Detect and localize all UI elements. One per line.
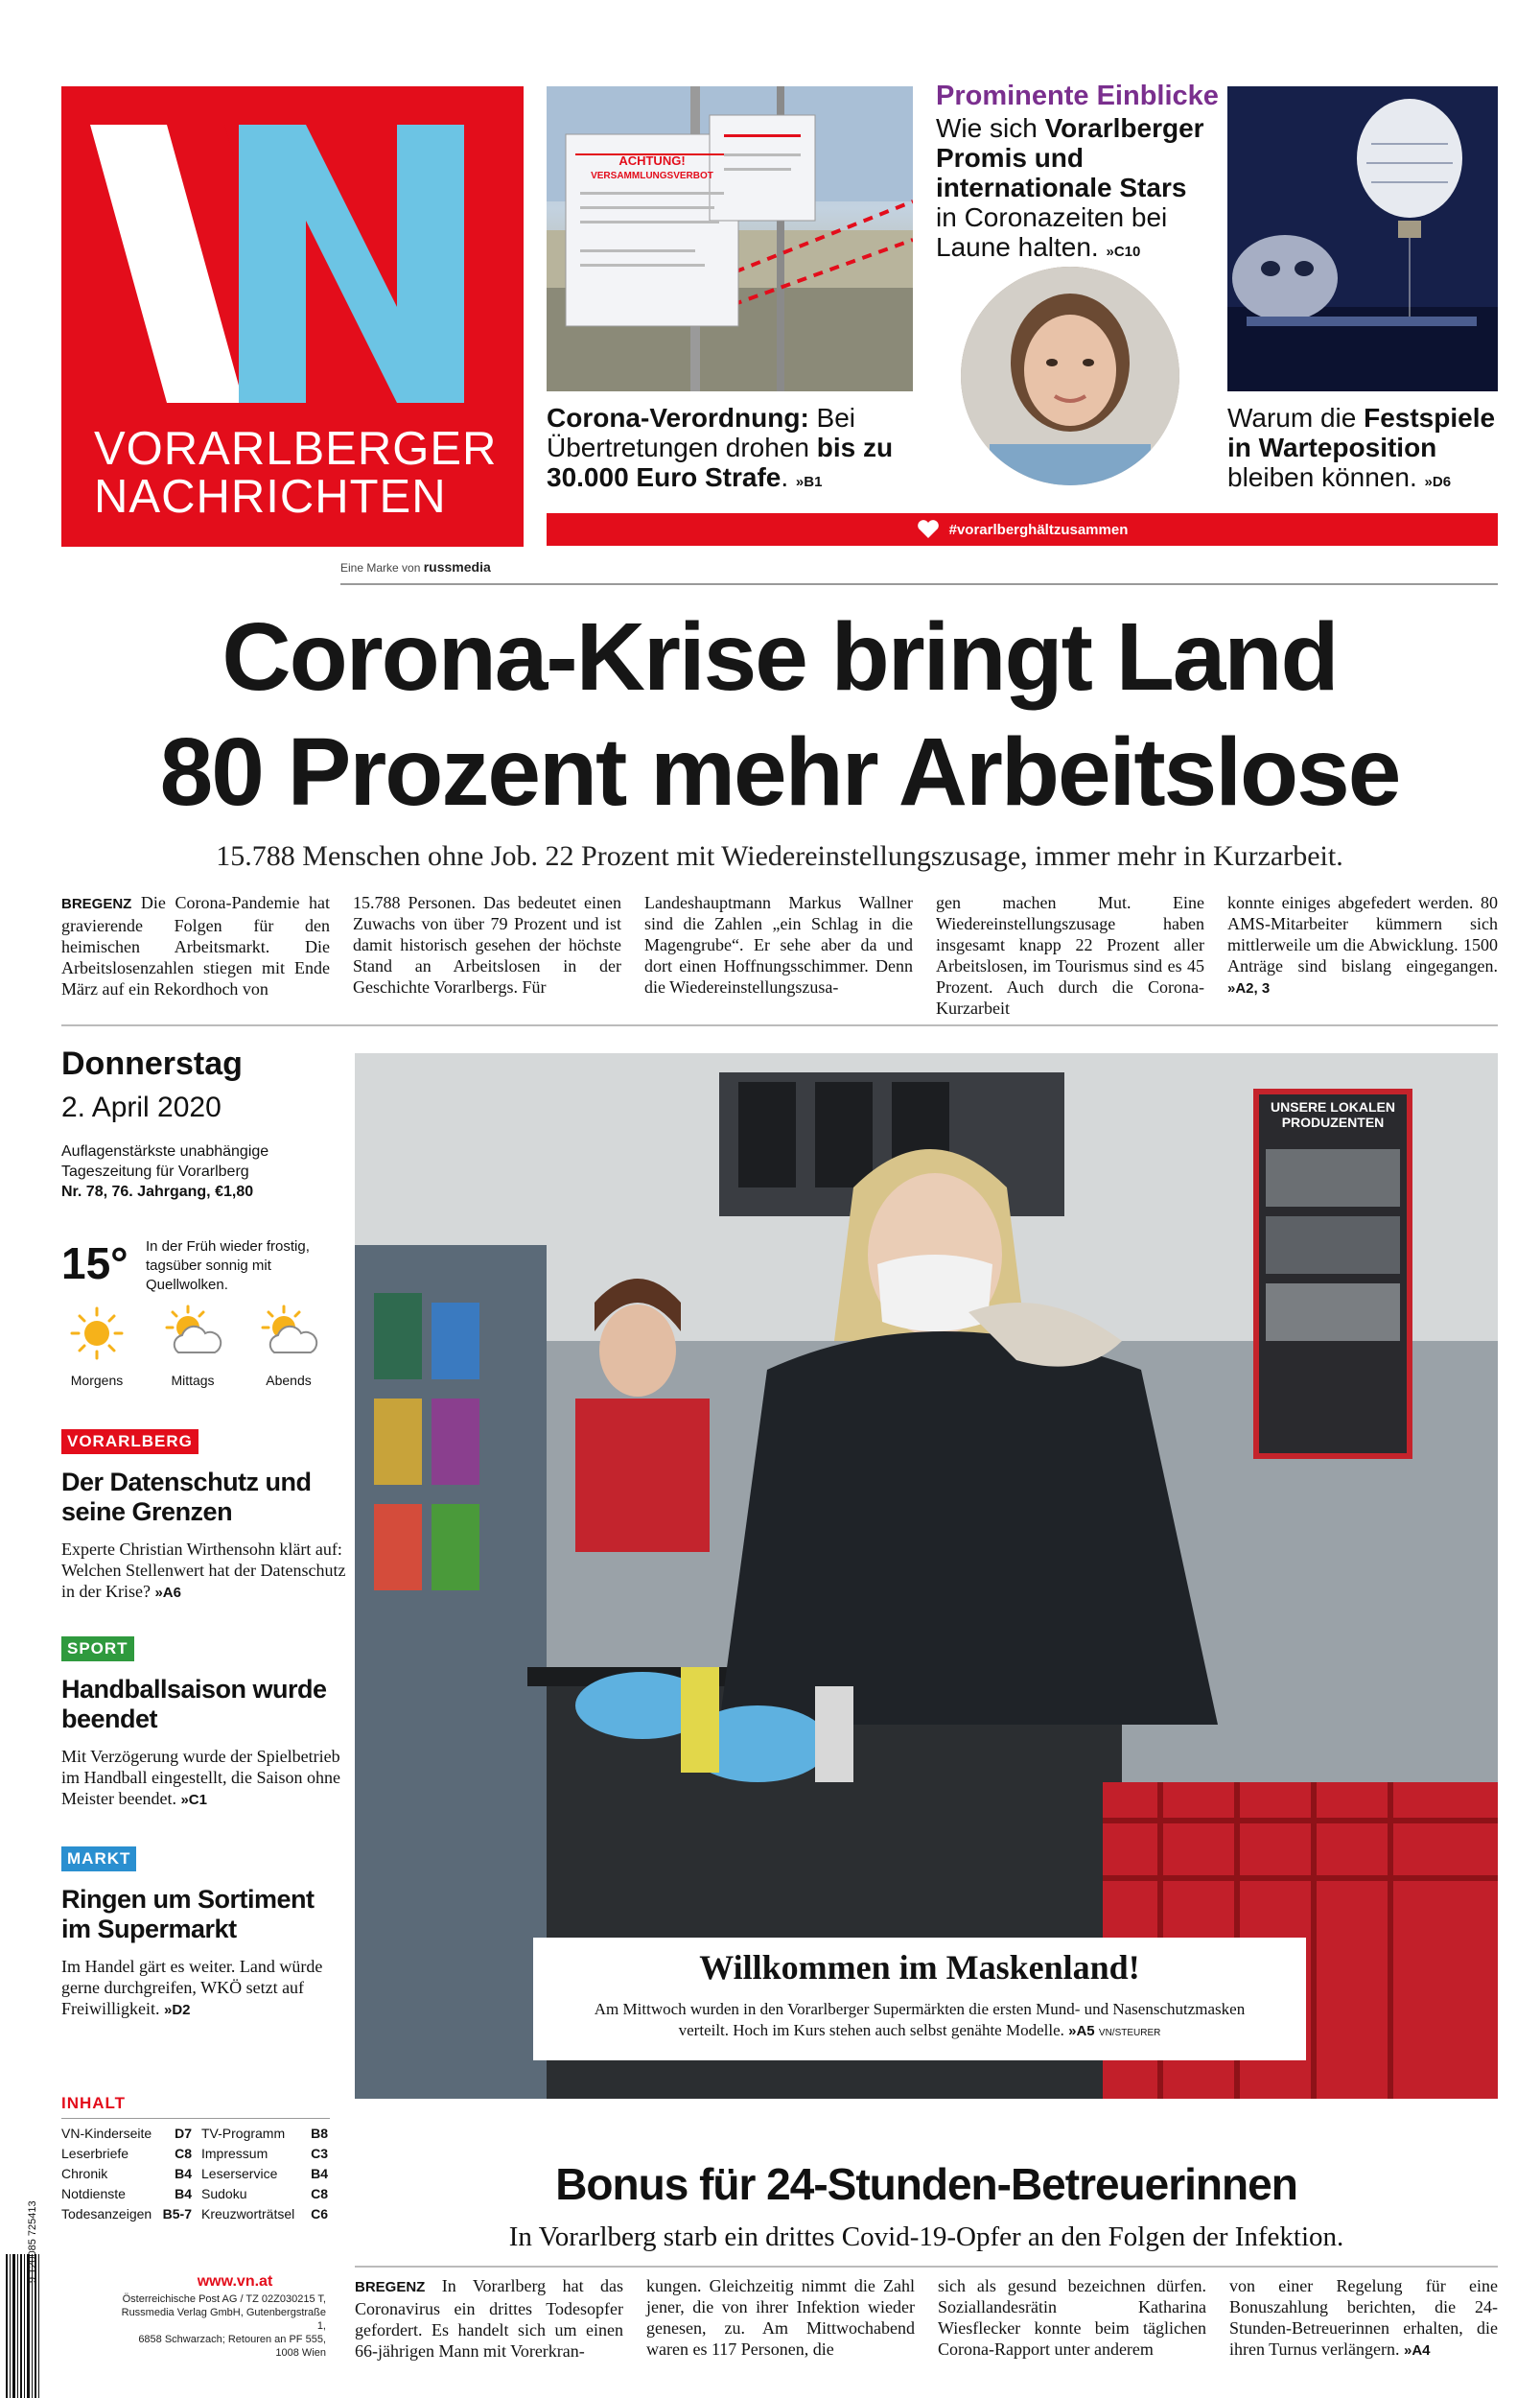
index-item-name: Notdienste [61,2186,126,2201]
weather-description: In der Früh wieder frostig, tagsüber sonnig mit Quellwolken. [146,1238,310,1293]
teaser-photo-festival[interactable] [1227,86,1498,391]
forecast-label: Mittags [171,1373,215,1388]
section-tag-markt[interactable]: MARKT [61,1846,136,1871]
page-reference[interactable]: »A5 [1068,2023,1095,2039]
teaser-kicker-celebrities: Prominente Einblicke [936,81,1219,111]
heart-icon [917,520,940,539]
teaser-bold-tail: bis zu 30.000 Euro Strafe [547,433,894,492]
edition-line-1: Auflagenstärkste unabhängige [61,1143,269,1160]
sign-subtitle: VERSAMMLUNGSVERBOT [591,171,713,181]
sun-cloud-icon [159,1305,226,1362]
index-title: INHALT [61,2094,127,2112]
logo-line-2: NACHRICHTEN [94,471,447,523]
issue-date: 2. April 2020 [61,1092,222,1123]
shop-sign-line-1: UNSERE LOKALEN [1271,1099,1395,1115]
page-reference[interactable]: »A2, 3 [1227,980,1271,997]
index-item-name: Impressum [201,2146,268,2161]
lead-headline[interactable] [61,600,1498,830]
caption-text [543,1999,1296,2044]
teaser-photo-assembly-ban[interactable] [547,86,913,391]
index-item-page: C6 [311,2206,328,2222]
side-text-handball [61,1746,349,1811]
side-text-body: Mit Verzögerung wurde der Spielbetrieb im Handball eingestellt, die Saison ohne Meister beendet. [61,1747,340,1808]
second-column-2: kungen. Gleichzeitig nimmt die Zahl jener, die von ihrer Infektion wieder genesen, zu. Am Mittwochabend waren es 117 Personen, die [646,2276,915,2359]
forecast-morning [54,1305,140,1388]
column-text: von einer Regelung für eine Bonuszahlung berichten, die 24-Stunden-Betreuerinnen erhalten, die ihren Turnus verlängern. [1229,2276,1498,2359]
index-item-page: C8 [311,2186,328,2201]
index-item-page: B8 [311,2126,328,2141]
index-item-page: C3 [311,2146,328,2161]
page-reference[interactable]: »D6 [1424,474,1452,490]
second-column-4 [1229,2275,1498,2362]
imprint-line-3: 6858 Schwarzach; Retouren an PF 555, 1008 Wien [138,2334,326,2359]
teaser-bold-a: Festspiele in Warteposition [1227,403,1496,462]
issue-weekday: Donnerstag [61,1046,243,1082]
headline-line-2: 80 Prozent mehr Arbeitslose [159,718,1400,826]
index-item-page: B5-7 [162,2206,192,2222]
barcode-icon [0,2254,50,2398]
forecast-label: Abends [266,1373,312,1388]
barcode-number: 9 120085 725413 [27,2200,38,2283]
photo-credit: VN/STEURER [1098,2028,1161,2038]
caption-title[interactable]: Willkommen im Maskenland! [699,1948,1140,1987]
dateline: BREGENZ [355,2279,426,2295]
teaser-bold-a: Vorarlberger Promis und internationale Stars [936,113,1204,202]
caption-line-2: verteilt. Hoch im Kurs stehen auch selbst genähte Modelle. [678,2021,1064,2039]
index-item-page: B4 [311,2166,328,2181]
index-item-name: Todesanzeigen [61,2206,152,2222]
imprint-text [115,2292,326,2360]
logo-line-1: VORARLBERGER [94,423,498,475]
second-column-1 [355,2275,623,2362]
forecast-noon [150,1305,236,1388]
brand-name: russmedia [423,559,491,575]
index-item[interactable] [61,2146,192,2161]
portrait-illustration [961,267,1179,485]
page-reference[interactable]: »B1 [795,474,823,490]
index-item-name: Leserservice [201,2166,278,2181]
index-item-name: TV-Programm [201,2126,286,2141]
imprint-line-2: Russmedia Verlag GmbH, Gutenbergstraße 1, [121,2307,326,2332]
side-text-supermarket [61,1956,349,2021]
festival-stage-image [1227,86,1498,391]
sign-title: ACHTUNG! [618,153,686,168]
hashtag-banner[interactable] [547,513,1498,546]
section-tag-vorarlberg[interactable]: VORARLBERG [61,1429,198,1454]
forecast-label: Morgens [70,1373,124,1388]
imprint-line-1: Österreichische Post AG / TZ 02Z030215 T, [122,2293,326,2305]
divider [340,583,1498,585]
side-text-body: Experte Christian Wirthensohn klärt auf: Welchen Stellenwert hat der Datenschutz in der Krise? [61,1540,346,1601]
brand-prefix: Eine Marke von [340,561,421,575]
sun-cloud-icon [255,1305,322,1362]
edition-line-2: Tageszeitung für Vorarlberg [61,1164,249,1180]
teaser-bold-lead: Corona-Verordnung: [547,403,809,433]
brand-line [340,559,491,575]
index-item[interactable] [201,2126,328,2141]
divider [61,2118,330,2119]
page-reference[interactable]: »D2 [164,2002,191,2018]
temperature: 15° [61,1238,128,1288]
shop-sign [1261,1099,1405,1130]
caption-line-2-wrap [543,2020,1296,2044]
page-reference[interactable]: »C1 [180,1792,207,1808]
lead-column-2: 15.788 Personen. Das bedeutet einen Zuwachs von über 79 Prozent und ist damit historisch gesehen der höchste Stand an Arbeitslosen in der Geschichte Vorarlbergs. Für [353,893,621,997]
second-headline[interactable]: Bonus für 24-Stunden-Betreuerinnen [555,2159,1297,2209]
section-tag-sport[interactable]: SPORT [61,1636,134,1661]
street-scene-image [547,86,913,391]
forecast-evening [245,1305,332,1388]
divider [355,2266,1498,2268]
teaser-text-b: bleiben können. [1227,462,1417,492]
website-link[interactable]: www.vn.at [197,2273,273,2290]
teaser-text-assembly-ban[interactable] [547,403,906,497]
teaser-text-a: Warum die [1227,403,1365,433]
lead-column-4: gen machen Mut. Eine Wiedereinstellungszusage haben insgesamt knapp 22 Prozent aller Arbeitslosen, im Tourismus sind es 45 Prozent. Auch durch die Corona-Kurzarbeit [936,893,1204,1018]
teaser-text-b: in Coronazeiten bei Laune halten. [936,202,1168,262]
index-item-page: C8 [175,2146,192,2161]
edition-info [61,1141,301,1202]
hashtag-text: #vorarlberghältzusammen [948,521,1129,538]
index-item[interactable] [61,2206,192,2222]
index-item-name: Leserbriefe [61,2146,129,2161]
side-headline-supermarket[interactable]: Ringen um Sortiment im Supermarkt [61,1885,315,1943]
lead-column-1 [61,892,330,999]
index-item[interactable] [201,2206,328,2222]
caption-line-1: Am Mittwoch wurden in den Vorarlberger Supermärkten die ersten Mund- und Nasenschutzmasken [594,2000,1246,2018]
dateline: BREGENZ [61,896,132,912]
edition-line-3: Nr. 78, 76. Jahrgang, €1,80 [61,1184,254,1200]
index-item[interactable] [61,2166,192,2181]
index-item-name: Chronik [61,2166,108,2181]
index-item-name: Kreuzworträtsel [201,2206,295,2222]
index-item[interactable] [61,2126,192,2141]
index-item-name: VN-Kinderseite [61,2126,152,2141]
index-item-page: B4 [175,2166,192,2181]
lead-subline: 15.788 Menschen ohne Job. 22 Prozent mit Wiedereinstellungszusage, immer mehr in Kurzarbeit. [216,840,1343,872]
index-item-page: B4 [175,2186,192,2201]
page-reference[interactable]: »A6 [154,1585,181,1601]
side-headline-data-protection[interactable]: Der Datenschutz und seine Grenzen [61,1468,312,1526]
divider [61,1024,1498,1026]
side-headline-handball[interactable]: Handballsaison wurde beendet [61,1675,327,1733]
column-text: konnte einiges abgefedert werden. 80 AMS-Mitarbeiter kümmern sich mittlerweile um die Abwicklung. 1500 Anträge sind bislang eingegangen. [1227,893,1498,976]
page-reference[interactable]: »C10 [1106,244,1141,260]
lead-column-3: Landeshauptmann Markus Wallner sind die Zahlen „ein Schlag in die Magengrube“. Er sehe aber da und dort einen Hoffnungsschimmer. Denn die Wiedereinstellungszusa- [644,893,913,997]
sun-icon [63,1305,130,1362]
index-item[interactable] [201,2186,328,2201]
barcode [0,2200,50,2398]
celebrity-portrait-image[interactable] [961,267,1179,485]
side-text-data-protection [61,1539,349,1604]
column-text: Die Corona-Pandemie hat gravierende Folgen für den heimischen Arbeitsmarkt. Die Arbeitslosenzahlen stiegen mit Ende März auf ein Rekordhoch von [61,893,330,999]
index-item-page: D7 [175,2126,192,2141]
index-item[interactable] [201,2146,328,2161]
second-subline: In Vorarlberg starb ein drittes Covid-19-Opfer an den Folgen der Infektion. [508,2222,1344,2252]
teaser-text-end: . [781,462,789,492]
teaser-text-mid: Bei Übertretungen drohen [547,403,856,462]
page-reference[interactable]: »A4 [1403,2342,1431,2359]
shop-sign-line-2: PRODUZENTEN [1281,1115,1385,1130]
teaser-text-festival[interactable] [1227,403,1498,497]
side-text-body: Im Handel gärt es weiter. Land würde gerne durchgreifen, WKÖ setzt auf Freiwilligkeit. [61,1957,323,2018]
vn-logo[interactable] [61,86,524,547]
index-item[interactable] [61,2186,192,2201]
index-item-name: Sudoku [201,2186,247,2201]
teaser-text-celebrities[interactable] [936,113,1214,267]
index-item[interactable] [201,2166,328,2181]
column-text: In Vorarlberg hat das Coronavirus ein drittes Todesopfer gefordert. Es handelt sich um einen 66-jährigen Mann mit Vorerkran- [355,2276,623,2361]
lead-column-5 [1227,892,1498,999]
teaser-text-a: Wie sich [936,113,1045,143]
second-column-3: sich als gesund bezeichnen dürfen. Soziallandesrätin Katharina Wiesflecker konnte beim täglichen Corona-Rapport unter anderem [938,2276,1206,2359]
headline-line-1: Corona-Krise bringt Land [222,603,1338,711]
